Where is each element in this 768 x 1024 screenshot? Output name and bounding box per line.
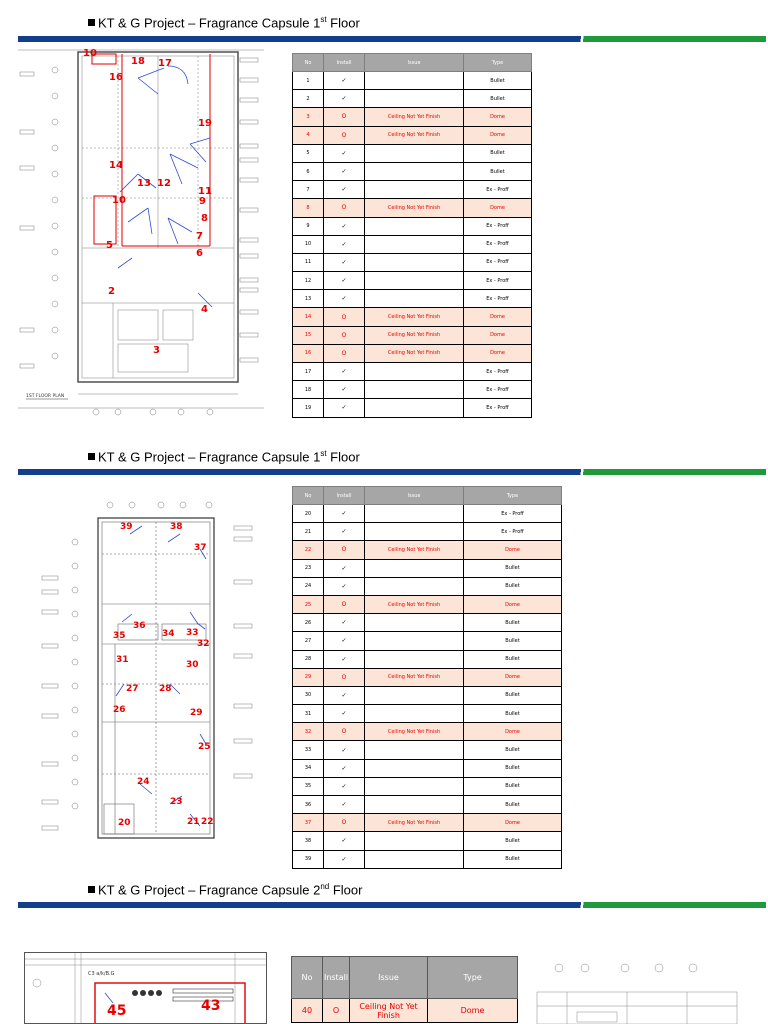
- slide-title: KT & G Project – Fragrance Capsule 2nd Floor: [88, 882, 362, 897]
- row-number-cell: 4: [293, 126, 324, 144]
- row-number-cell: 3: [293, 108, 324, 126]
- row-number-cell: 18: [293, 381, 324, 399]
- camera-type-cell: Ex - Proff: [464, 235, 532, 253]
- install-status-icon: ✓: [324, 650, 365, 668]
- row-number-cell: 16: [293, 344, 324, 362]
- install-status-icon: O: [324, 668, 365, 686]
- table-row: [293, 523, 562, 541]
- issue-cell: [365, 363, 464, 381]
- table-row: [293, 162, 532, 180]
- install-status-icon: O: [324, 344, 365, 362]
- table-row: [293, 632, 562, 650]
- install-status-icon: ✓: [324, 741, 365, 759]
- install-status-icon: ✓: [324, 777, 365, 795]
- camera-marker: 17: [158, 58, 172, 69]
- camera-marker: 25: [198, 742, 211, 752]
- table-row: [293, 199, 532, 217]
- camera-type-cell: Ex - Proff: [464, 272, 532, 290]
- camera-marker: 3: [153, 345, 160, 356]
- row-number-cell: 10: [293, 235, 324, 253]
- table-row: [293, 832, 562, 850]
- install-status-icon: ✓: [324, 399, 365, 417]
- table-row: [293, 253, 532, 271]
- camera-marker: 30: [186, 660, 199, 670]
- camera-type-cell: Bullet: [464, 705, 562, 723]
- install-status-icon: ✓: [324, 850, 365, 868]
- table-row: [293, 723, 562, 741]
- row-number-cell: 13: [293, 290, 324, 308]
- camera-type-cell: Dome: [428, 999, 518, 1023]
- issue-cell: [365, 559, 464, 577]
- row-number-cell: 7: [293, 181, 324, 199]
- camera-type-cell: Dome: [464, 308, 532, 326]
- row-number-cell: 14: [293, 308, 324, 326]
- issue-cell: Ceiling Not Yet Finish: [365, 308, 464, 326]
- table-row: [293, 235, 532, 253]
- issue-cell: Ceiling Not Yet Finish: [365, 541, 464, 559]
- row-number-cell: 37: [293, 814, 324, 832]
- issue-cell: [365, 72, 464, 90]
- camera-type-cell: Ex - Proff: [464, 399, 532, 417]
- camera-type-cell: Ex - Proff: [464, 253, 532, 271]
- camera-type-cell: Dome: [464, 541, 562, 559]
- issue-cell: Ceiling Not Yet Finish: [365, 814, 464, 832]
- table-row: [293, 541, 562, 559]
- camera-marker: 28: [159, 684, 172, 694]
- table-row: [293, 777, 562, 795]
- install-status-icon: ✓: [324, 217, 365, 235]
- camera-type-cell: Bullet: [464, 832, 562, 850]
- issue-cell: [365, 614, 464, 632]
- table-header-row: No Install Issue Type: [293, 487, 562, 505]
- install-status-icon: ✓: [324, 162, 365, 180]
- table-row: [293, 505, 562, 523]
- row-number-cell: 24: [293, 577, 324, 595]
- camera-type-cell: Ex - Proff: [464, 381, 532, 399]
- camera-marker: 10: [112, 195, 126, 206]
- table-row: [293, 181, 532, 199]
- issue-cell: [365, 144, 464, 162]
- issue-cell: [365, 632, 464, 650]
- slide-1: [0, 0, 768, 432]
- table-row: [292, 999, 518, 1023]
- camera-marker: 35: [113, 631, 126, 641]
- table-row: [293, 344, 532, 362]
- camera-marker: 16: [109, 72, 123, 83]
- install-status-icon: O: [324, 308, 365, 326]
- install-status-icon: ✓: [324, 181, 365, 199]
- camera-type-cell: Bullet: [464, 796, 562, 814]
- issue-cell: [365, 290, 464, 308]
- bullet-square-icon: [88, 19, 95, 26]
- plan-caption: 1ST FLOOR PLAN: [26, 394, 65, 399]
- install-status-icon: ✓: [324, 72, 365, 90]
- camera-marker: 27: [126, 684, 139, 694]
- install-status-icon: ✓: [324, 272, 365, 290]
- floor-plan-2nd: [24, 952, 267, 1024]
- camera-type-cell: Dome: [464, 668, 562, 686]
- camera-type-cell: Dome: [464, 199, 532, 217]
- issue-cell: [365, 686, 464, 704]
- issue-cell: [365, 777, 464, 795]
- install-status-icon: ✓: [324, 144, 365, 162]
- camera-type-cell: Bullet: [464, 650, 562, 668]
- camera-marker: 18: [131, 56, 145, 67]
- table-row: [293, 559, 562, 577]
- install-status-icon: ✓: [324, 253, 365, 271]
- camera-marker: 37: [194, 543, 207, 553]
- camera-type-cell: Bullet: [464, 777, 562, 795]
- issue-cell: [365, 381, 464, 399]
- row-number-cell: 1: [293, 72, 324, 90]
- slide-3: [0, 866, 768, 1024]
- row-number-cell: 9: [293, 217, 324, 235]
- row-number-cell: 38: [293, 832, 324, 850]
- install-status-icon: O: [324, 326, 365, 344]
- issue-cell: Ceiling Not Yet Finish: [350, 999, 428, 1023]
- table-row: [293, 326, 532, 344]
- camera-marker: 38: [170, 522, 183, 532]
- table-row: [293, 217, 532, 235]
- row-number-cell: 6: [293, 162, 324, 180]
- table-row: [293, 577, 562, 595]
- table-row: [293, 308, 532, 326]
- install-status-icon: ✓: [324, 632, 365, 650]
- camera-type-cell: Bullet: [464, 559, 562, 577]
- install-status-icon: O: [324, 595, 365, 613]
- issue-cell: Ceiling Not Yet Finish: [365, 126, 464, 144]
- bullet-square-icon: [88, 886, 95, 893]
- issue-cell: [365, 399, 464, 417]
- install-status-icon: ✓: [324, 363, 365, 381]
- camera-type-cell: Dome: [464, 595, 562, 613]
- camera-type-cell: Ex - Proff: [464, 363, 532, 381]
- camera-status-table: [291, 956, 518, 1023]
- table-row: [293, 144, 532, 162]
- install-status-icon: ✓: [324, 686, 365, 704]
- table-row: [293, 108, 532, 126]
- camera-type-cell: Ex - Proff: [464, 181, 532, 199]
- issue-cell: [365, 741, 464, 759]
- title-rule: [18, 469, 748, 475]
- camera-status-table: [292, 53, 532, 418]
- camera-type-cell: Bullet: [464, 686, 562, 704]
- title-rule: [18, 902, 748, 908]
- camera-marker: 20: [118, 818, 131, 828]
- camera-type-cell: Bullet: [464, 577, 562, 595]
- table-row: [293, 650, 562, 668]
- camera-marker: 34: [162, 629, 175, 639]
- install-status-icon: ✓: [324, 796, 365, 814]
- row-number-cell: 21: [293, 523, 324, 541]
- table-row: [293, 363, 532, 381]
- row-number-cell: 2: [293, 90, 324, 108]
- row-number-cell: 30: [293, 686, 324, 704]
- camera-type-cell: Bullet: [464, 850, 562, 868]
- camera-type-cell: Bullet: [464, 614, 562, 632]
- camera-marker: 14: [109, 160, 123, 171]
- floor-plan-1st-a: [18, 48, 264, 418]
- camera-marker: 23: [170, 797, 183, 807]
- install-status-icon: ✓: [324, 505, 365, 523]
- camera-type-cell: Dome: [464, 326, 532, 344]
- row-number-cell: 34: [293, 759, 324, 777]
- table-row: [293, 399, 532, 417]
- table-row: [293, 90, 532, 108]
- camera-marker: 22: [201, 817, 214, 827]
- row-number-cell: 12: [293, 272, 324, 290]
- camera-marker: 5: [106, 240, 113, 251]
- row-number-cell: 22: [293, 541, 324, 559]
- table-row: [293, 72, 532, 90]
- title-rule: [18, 36, 748, 42]
- issue-cell: Ceiling Not Yet Finish: [365, 199, 464, 217]
- table-row: [293, 126, 532, 144]
- camera-type-cell: Bullet: [464, 144, 532, 162]
- table-row: [293, 686, 562, 704]
- floor-plan-2nd-side: [527, 956, 757, 1024]
- row-number-cell: 5: [293, 144, 324, 162]
- table-row: [293, 668, 562, 686]
- camera-type-cell: Bullet: [464, 90, 532, 108]
- install-status-icon: O: [324, 541, 365, 559]
- bullet-square-icon: [88, 453, 95, 460]
- install-status-icon: ✓: [324, 381, 365, 399]
- install-status-icon: O: [324, 723, 365, 741]
- install-status-icon: ✓: [324, 759, 365, 777]
- install-status-icon: O: [324, 108, 365, 126]
- issue-cell: Ceiling Not Yet Finish: [365, 595, 464, 613]
- camera-marker: 26: [113, 705, 126, 715]
- camera-marker: 4: [201, 304, 208, 315]
- camera-marker: 7: [196, 231, 203, 242]
- install-status-icon: ✓: [324, 90, 365, 108]
- issue-cell: [365, 650, 464, 668]
- camera-marker: 29: [190, 708, 203, 718]
- table-row: [293, 381, 532, 399]
- row-number-cell: 20: [293, 505, 324, 523]
- issue-cell: Ceiling Not Yet Finish: [365, 668, 464, 686]
- camera-marker: 24: [137, 777, 150, 787]
- row-number-cell: 17: [293, 363, 324, 381]
- table-row: [293, 814, 562, 832]
- table-row: [293, 759, 562, 777]
- issue-cell: Ceiling Not Yet Finish: [365, 326, 464, 344]
- row-number-cell: 11: [293, 253, 324, 271]
- camera-marker: 12: [157, 178, 171, 189]
- row-number-cell: 8: [293, 199, 324, 217]
- table-row: [293, 272, 532, 290]
- issue-cell: Ceiling Not Yet Finish: [365, 344, 464, 362]
- table-row: [293, 614, 562, 632]
- issue-cell: [365, 272, 464, 290]
- camera-marker: 2: [108, 286, 115, 297]
- camera-marker: 13: [137, 178, 151, 189]
- row-number-cell: 31: [293, 705, 324, 723]
- camera-type-cell: Bullet: [464, 741, 562, 759]
- camera-marker: 45: [107, 1003, 127, 1019]
- issue-cell: [365, 705, 464, 723]
- issue-cell: [365, 90, 464, 108]
- install-status-icon: O: [324, 126, 365, 144]
- issue-cell: [365, 505, 464, 523]
- camera-marker: 31: [116, 655, 129, 665]
- camera-marker: 9: [199, 196, 206, 207]
- row-number-cell: 36: [293, 796, 324, 814]
- issue-cell: [365, 759, 464, 777]
- table-row: [293, 595, 562, 613]
- table-row: [293, 290, 532, 308]
- camera-type-cell: Dome: [464, 126, 532, 144]
- camera-marker: 10: [83, 48, 97, 59]
- row-number-cell: 32: [293, 723, 324, 741]
- camera-marker: 11: [198, 186, 212, 197]
- camera-type-cell: Dome: [464, 344, 532, 362]
- row-number-cell: 39: [293, 850, 324, 868]
- issue-cell: [365, 181, 464, 199]
- slide-title: KT & G Project – Fragrance Capsule 1st Floor: [88, 449, 360, 464]
- camera-type-cell: Ex - Proff: [464, 217, 532, 235]
- table-row: [293, 741, 562, 759]
- issue-cell: [365, 523, 464, 541]
- table-row: [293, 705, 562, 723]
- install-status-icon: O: [324, 814, 365, 832]
- row-number-cell: 40: [292, 999, 323, 1023]
- camera-type-cell: Ex - Proff: [464, 505, 562, 523]
- row-number-cell: 25: [293, 595, 324, 613]
- table-header-row: No Install Issue Type: [293, 54, 532, 72]
- camera-marker: 8: [201, 213, 208, 224]
- camera-type-cell: Dome: [464, 814, 562, 832]
- camera-marker: 6: [196, 248, 203, 259]
- floor-plan-1st-b: [40, 494, 255, 840]
- camera-marker: 43: [201, 998, 221, 1014]
- camera-marker: 36: [133, 621, 146, 631]
- row-number-cell: 28: [293, 650, 324, 668]
- row-number-cell: 33: [293, 741, 324, 759]
- row-number-cell: 35: [293, 777, 324, 795]
- issue-cell: Ceiling Not Yet Finish: [365, 723, 464, 741]
- camera-type-cell: Ex - Proff: [464, 523, 562, 541]
- camera-type-cell: Dome: [464, 723, 562, 741]
- install-status-icon: ✓: [324, 235, 365, 253]
- camera-type-cell: Bullet: [464, 72, 532, 90]
- camera-type-cell: Bullet: [464, 632, 562, 650]
- camera-type-cell: Ex - Proff: [464, 290, 532, 308]
- row-number-cell: 29: [293, 668, 324, 686]
- issue-cell: [365, 796, 464, 814]
- install-status-icon: ✓: [324, 290, 365, 308]
- camera-marker: 39: [120, 522, 133, 532]
- install-status-icon: ✓: [324, 705, 365, 723]
- issue-cell: [365, 253, 464, 271]
- install-status-icon: O: [323, 999, 350, 1023]
- install-status-icon: ✓: [324, 832, 365, 850]
- issue-cell: [365, 162, 464, 180]
- install-status-icon: ✓: [324, 559, 365, 577]
- camera-marker: 33: [186, 628, 199, 638]
- install-status-icon: ✓: [324, 614, 365, 632]
- install-status-icon: O: [324, 199, 365, 217]
- issue-cell: Ceiling Not Yet Finish: [365, 108, 464, 126]
- camera-type-cell: Bullet: [464, 162, 532, 180]
- table-row: [293, 796, 562, 814]
- issue-cell: [365, 832, 464, 850]
- camera-type-cell: Bullet: [464, 759, 562, 777]
- install-status-icon: ✓: [324, 577, 365, 595]
- row-number-cell: 23: [293, 559, 324, 577]
- table-header-row: No Install Issue Type: [292, 957, 518, 999]
- issue-cell: [365, 235, 464, 253]
- install-status-icon: ✓: [324, 523, 365, 541]
- plan-top-label: C3 a/k/B.G: [88, 971, 115, 977]
- camera-marker: 32: [197, 639, 210, 649]
- camera-marker: 21: [187, 817, 200, 827]
- camera-status-table: [292, 486, 562, 869]
- issue-cell: [365, 217, 464, 235]
- camera-marker: 19: [198, 118, 212, 129]
- slide-2: [0, 433, 768, 865]
- row-number-cell: 19: [293, 399, 324, 417]
- issue-cell: [365, 577, 464, 595]
- row-number-cell: 26: [293, 614, 324, 632]
- slide-title: KT & G Project – Fragrance Capsule 1st Floor: [88, 15, 360, 30]
- row-number-cell: 15: [293, 326, 324, 344]
- row-number-cell: 27: [293, 632, 324, 650]
- camera-type-cell: Dome: [464, 108, 532, 126]
